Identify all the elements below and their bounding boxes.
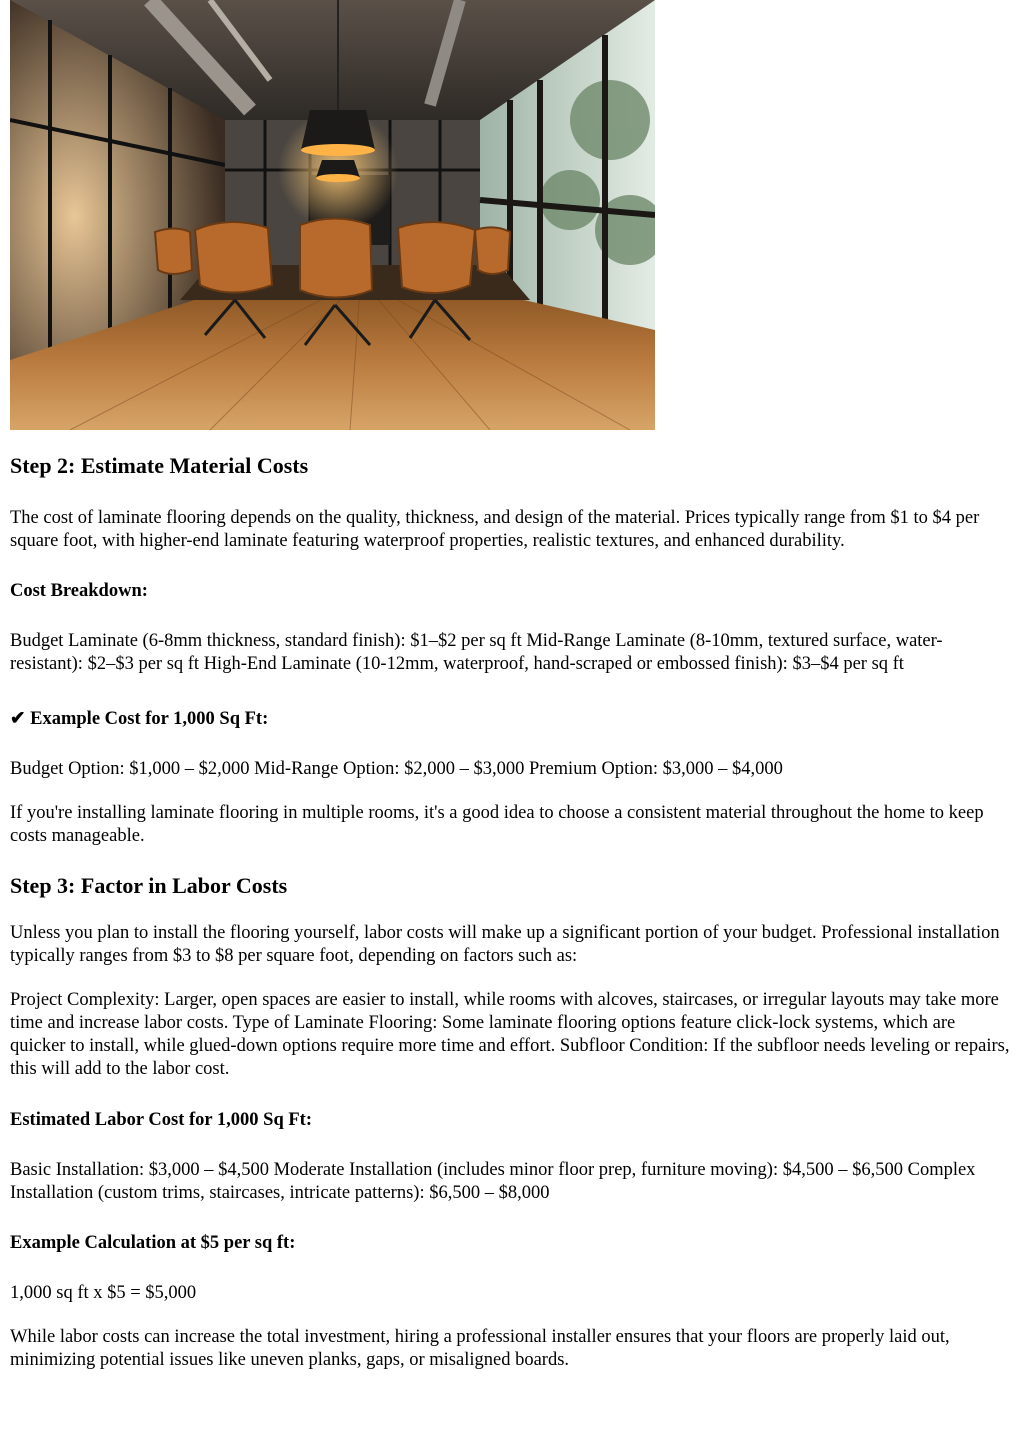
- example-cost-label: [10, 708, 1014, 731]
- article-body: [10, 452, 1014, 1372]
- labor-factors-paragraph: Project Complexity: Larger, open spaces are easier to install, while rooms with alcoves, staircases, or irregular layouts may take more time and increase labor costs. Type of Laminate Flooring: Some laminate flooring options feature click-lock systems, which are quicker to install, while glued-down options require more time and effort. Subfloor Condition: If the subfloor needs leveling or repairs, this will add to the labor cost.: [10, 990, 1010, 1079]
- step2-intro-paragraph: The cost of laminate flooring depends on the quality, thickness, and design of the material. Prices typically range from $1 to $4 per square foot, with higher-end laminate featuring waterproof properties, realistic textures, and enhanced durability.: [10, 508, 980, 551]
- labor-cost-label: Estimated Labor Cost for 1,000 Sq Ft:: [10, 1110, 312, 1130]
- step3-heading: Step 3: Factor in Labor Costs: [10, 873, 288, 898]
- cost-breakdown-label: Cost Breakdown:: [10, 581, 148, 601]
- calculation-text: 1,000 sq ft x $5 = $5,000: [10, 1283, 197, 1303]
- hero-image: [10, 0, 655, 430]
- example-cost-text: Budget Option: $1,000 – $2,000 Mid-Range Option: $2,000 – $3,000 Premium Option: $3,000 – $4,000: [10, 759, 783, 779]
- step2-tip-paragraph: If you're installing laminate flooring in multiple rooms, it's a good idea to choose a consistent material throughout the home to keep costs manageable.: [10, 803, 984, 846]
- step2-heading: Step 2: Estimate Material Costs: [10, 453, 309, 478]
- example-cost-label-text: Example Cost for 1,000 Sq Ft:: [30, 709, 269, 729]
- checkmark-icon: ✔: [10, 709, 26, 729]
- labor-cost-text: Basic Installation: $3,000 – $4,500 Moderate Installation (includes minor floor prep, furniture moving): $4,500 – $6,500 Complex Installation (custom trims, staircases, intricate patterns): $6,500 – $8,000: [10, 1160, 976, 1203]
- cost-breakdown-text: Budget Laminate (6-8mm thickness, standard finish): $1–$2 per sq ft Mid-Range Laminate (8-10mm, textured surface, water-resistant): $2–$3 per sq ft High-End Laminate (10-12mm, waterproof, hand-scraped or embossed finish): $3–$4 per sq ft: [10, 631, 943, 674]
- step3-intro-paragraph: Unless you plan to install the flooring yourself, labor costs will make up a significant portion of your budget. Professional installation typically ranges from $3 to $8 per square foot, depending on factors such as:: [10, 923, 1000, 966]
- closing-paragraph: While labor costs can increase the total investment, hiring a professional installer ensures that your floors are properly laid out, minimizing potential issues like uneven planks, gaps, or misaligned boards.: [10, 1327, 950, 1370]
- calculation-label: Example Calculation at $5 per sq ft:: [10, 1233, 296, 1253]
